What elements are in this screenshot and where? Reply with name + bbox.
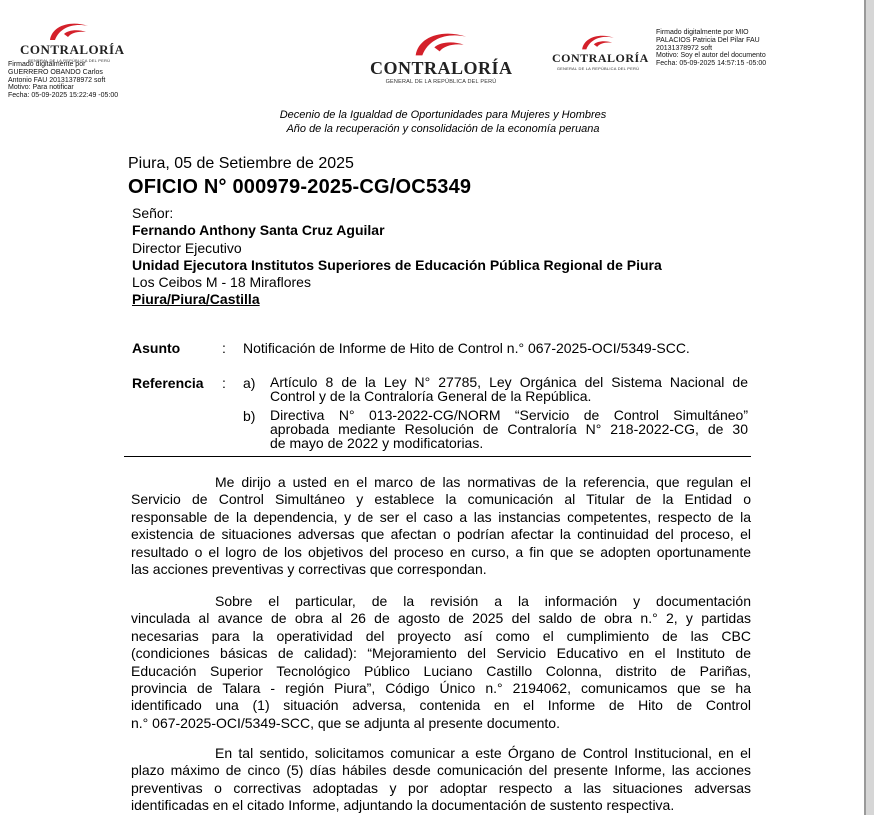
- divider-rule: [124, 456, 751, 457]
- ref-b-letter: b): [243, 408, 256, 424]
- sig-line: Fecha: 05-09-2025 15:22:49 -05:00: [8, 92, 119, 100]
- paragraph-line: En tal sentido, solicitamos comunicar a este Órgano de Control Institucional, en el: [215, 745, 751, 761]
- place-date: Piura, 05 de Setiembre de 2025: [128, 155, 354, 172]
- logo-subtitle: GENERAL DE LA REPÚBLICA DEL PERÚ: [556, 66, 640, 71]
- referencia-colon: :: [222, 375, 226, 391]
- anio-line: Año de la recuperación y consolidación de la economía peruana: [286, 123, 600, 135]
- body-paragraph-2: [131, 593, 751, 732]
- sig-line: Fecha: 05-09-2025 14:57:15 -05:00: [656, 60, 767, 68]
- paragraph-line: Educación Superior Tecnológico Público Luciano Castillo Colonna, distrito de Pariñas,: [131, 662, 751, 679]
- paragraph-line: Me dirijo a usted en el marco de las normativas de la referencia, que regulan el: [215, 474, 751, 490]
- ref-a-line: Artículo 8 de la Ley N° 27785, Ley Orgánica del Sistema Nacional de: [270, 374, 748, 390]
- paragraph-line: vinculada al avance de obra al 26 de agosto de 2025 del saldo de obra n.° 2, y partidas: [131, 610, 751, 627]
- body-paragraph-1: [131, 474, 751, 578]
- logo-wordmark: CONTRALORÍA: [20, 42, 125, 57]
- sig-line: GUERRERO OBANDO Carlos: [8, 68, 103, 76]
- ref-b-line: de mayo de 2022 y modificatorias.: [270, 435, 484, 451]
- ref-b-text: [270, 408, 748, 450]
- decenio-header: [0, 108, 874, 136]
- ref-a-line: Control y de la Contraloría General de la República.: [270, 388, 592, 404]
- paragraph-line: preventivas o correctivas adoptadas y por adoptar respecto a las situaciones adversas: [131, 779, 751, 796]
- ref-b-line: aprobada mediante Resolución de Contraloría N° 218-2022-CG, de 30: [270, 421, 748, 437]
- decenio-line: Decenio de la Igualdad de Oportunidades para Mujeres y Hombres: [279, 109, 607, 121]
- ref-a-letter: a): [243, 375, 256, 391]
- asunto-text: Notificación de Informe de Hito de Control n.° 067-2025-OCI/5349-SCC.: [243, 340, 690, 356]
- contraloria-logo-center: [370, 26, 512, 85]
- contraloria-swoosh-icon: [577, 31, 619, 51]
- recipient-title: Director Ejecutivo: [132, 239, 242, 256]
- sig-line: 20131378972 soft: [656, 44, 713, 52]
- contraloria-logo-right: [552, 31, 649, 71]
- sig-line: Antonio FAU 20131378972 soft: [8, 76, 106, 84]
- sig-line: Motivo: Soy el autor del documento: [656, 52, 766, 60]
- referencia-label: Referencia: [132, 375, 204, 391]
- salutation: Señor:: [132, 205, 174, 221]
- paragraph-line: existencia de situaciones adversas que afectan o podrían afectar la continuidad del proceso, el: [131, 526, 751, 543]
- asunto-label: Asunto: [132, 340, 181, 356]
- body-paragraph-3: [131, 745, 751, 815]
- paragraph-line: provincia de Talara - región Piura”, Código Único n.° 2194062, comunicamos que se ha: [131, 680, 751, 697]
- paragraph-line: Sobre el particular, de la revisión a la información y documentación: [215, 593, 751, 609]
- contraloria-logo-left: [20, 18, 125, 63]
- ref-a-text: [270, 375, 748, 403]
- logo-wordmark: CONTRALORÍA: [552, 51, 649, 65]
- paragraph-line: responsable de la dependencia, y de ser el caso a las instancias competentes, respecto de la: [131, 508, 751, 525]
- paragraph-line: identificadas en el citado Informe, adjuntando la documentación de sustento respectiva.: [131, 797, 675, 814]
- asunto-colon: :: [222, 340, 226, 356]
- ref-b-line: Directiva N° 013-2022-CG/NORM “Servicio de Control Simultáneo”: [270, 407, 748, 423]
- paragraph-line: necesarias para la operatividad del proyecto así como el cumplimiento de las CBC: [131, 627, 751, 644]
- digital-signature-right: [656, 29, 766, 68]
- recipient-block: [132, 205, 662, 309]
- paragraph-line: resultado o el logro de los objetivos del proceso en curso, a fin que se adopten oportunamente: [131, 543, 751, 560]
- recipient-location: Piura/Piura/Castilla: [132, 291, 260, 308]
- paragraph-line: (condiciones básicas de calidad): “Mejoramiento del Servicio Educativo en el Instituto de: [131, 645, 751, 662]
- logo-subtitle: GENERAL DE LA REPÚBLICA DEL PERÚ: [27, 58, 111, 63]
- sig-line: Firmado digitalmente por MIO: [656, 29, 749, 36]
- paragraph-line: las acciones preventivas y correctivas que correspondan.: [131, 561, 487, 578]
- logo-subtitle: GENERAL DE LA REPÚBLICA DEL PERÚ: [385, 79, 497, 85]
- sig-line: PALACIOS Patricia Del Pilar FAU: [656, 36, 760, 44]
- oficio-number: OFICIO N° 000979-2025-CG/OC5349: [128, 176, 472, 198]
- sig-line: Motivo: Para notificar: [8, 84, 74, 92]
- digital-signature-left: [8, 61, 118, 100]
- contraloria-swoosh-icon: [409, 26, 473, 58]
- sig-line: Firmado digitalmente por: [8, 61, 86, 68]
- paragraph-line: plazo máximo de cinco (5) días hábiles desde comunicación del presente Informe, las acciones: [131, 762, 751, 779]
- paragraph-line: n.° 067-2025-OCI/5349-SCC, que se adjunta al presente documento.: [131, 714, 560, 731]
- logo-wordmark: CONTRALORÍA: [370, 58, 513, 78]
- recipient-address: Los Ceibos M - 18 Miraflores: [132, 274, 311, 291]
- paragraph-line: Servicio de Control Simultáneo y establece la comunicación al Titular de la Entidad o: [131, 491, 751, 508]
- recipient-org: Unidad Ejecutora Institutos Superiores de Educación Pública Regional de Piura: [132, 256, 662, 273]
- contraloria-swoosh-icon: [46, 18, 92, 42]
- paragraph-line: identificado una (1) situación adversa, contenida en el Informe de Hito de Control: [131, 697, 751, 714]
- recipient-name: Fernando Anthony Santa Cruz Aguilar: [132, 222, 385, 239]
